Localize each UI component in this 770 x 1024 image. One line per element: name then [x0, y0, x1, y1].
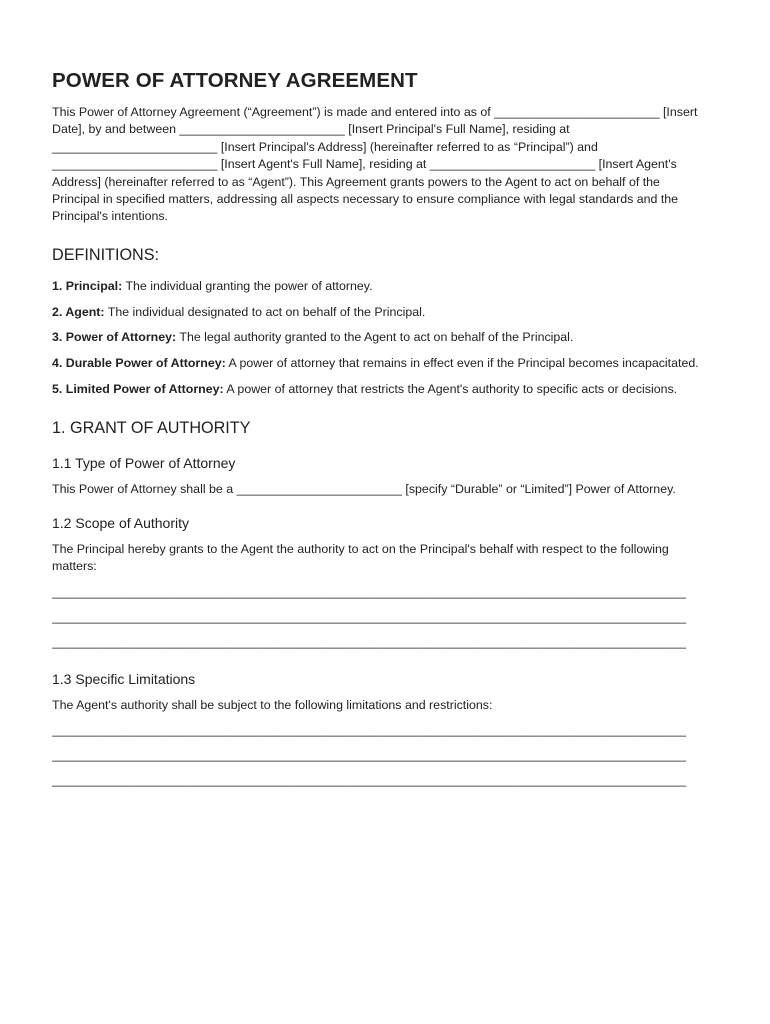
fill-line: ____________________________________________________________________________________________	[52, 723, 686, 738]
definition-item	[52, 278, 702, 295]
definition-text: A power of attorney that remains in effect even if the Principal becomes incapacitated.	[225, 356, 699, 371]
fill-line: ____________________________________________________________________________________________	[52, 634, 686, 649]
definition-term: 5. Limited Power of Attorney:	[52, 382, 224, 397]
definition-item	[52, 381, 702, 398]
fill-line: ____________________________________________________________________________________________	[52, 748, 686, 763]
document-page	[52, 66, 718, 807]
definition-text: The individual designated to act on behalf of the Principal.	[104, 304, 426, 319]
definition-text: The individual granting the power of attorney.	[122, 278, 373, 293]
limitations-fill-lines	[52, 718, 718, 793]
document-title: POWER OF ATTORNEY AGREEMENT	[52, 69, 418, 92]
limitations-heading: 1.3 Specific Limitations	[52, 670, 196, 687]
fill-line: ____________________________________________________________________________________________	[52, 609, 686, 624]
limitations-paragraph: The Agent's authority shall be subject to the following limitations and restrictions:	[52, 697, 493, 712]
definition-text: The legal authority granted to the Agent to act on behalf of the Principal.	[176, 330, 574, 345]
fill-line: ____________________________________________________________________________________________	[52, 584, 686, 599]
definition-term: 4. Durable Power of Attorney:	[52, 356, 226, 371]
definition-term: 1. Principal:	[52, 278, 123, 293]
definition-term: 3. Power of Attorney:	[52, 330, 177, 345]
scope-fill-lines	[52, 580, 718, 655]
fill-line: ____________________________________________________________________________________________	[52, 773, 686, 788]
definition-text: A power of attorney that restricts the Agent's authority to specific acts or decisions.	[223, 382, 678, 397]
type-paragraph: This Power of Attorney shall be a ________________________ [specify “Durable” or “Limited”] Power of Attorney.	[52, 482, 676, 497]
grant-heading: 1. GRANT OF AUTHORITY	[52, 419, 251, 438]
intro-paragraph: This Power of Attorney Agreement (“Agreement”) is made and entered into as of ________________________ [Insert Date], by and between ________________________ [Insert Principal's Full Name], residing at ________________________ [Insert Principal's Address] (hereinafter referred to as “Principal”) and ________________________ [Insert Agent's Full Name], residing at ________________________ [Insert Agent's Address] (hereinafter referred to as “Agent”). This Agreement grants powers to the Agent to act on behalf of the Principal in specified matters, addressing all aspects necessary to ensure compliance with legal standards and the Principal's intentions.	[52, 105, 698, 224]
definitions-heading: DEFINITIONS:	[52, 245, 160, 264]
definition-item	[52, 304, 702, 321]
scope-heading: 1.2 Scope of Authority	[52, 514, 189, 531]
definition-item	[52, 355, 702, 372]
scope-paragraph: The Principal hereby grants to the Agent the authority to act on the Principal's behalf with respect to the following matters:	[52, 541, 669, 574]
definition-term: 2. Agent:	[52, 304, 105, 319]
definition-item	[52, 329, 702, 346]
type-heading: 1.1 Type of Power of Attorney	[52, 455, 236, 472]
